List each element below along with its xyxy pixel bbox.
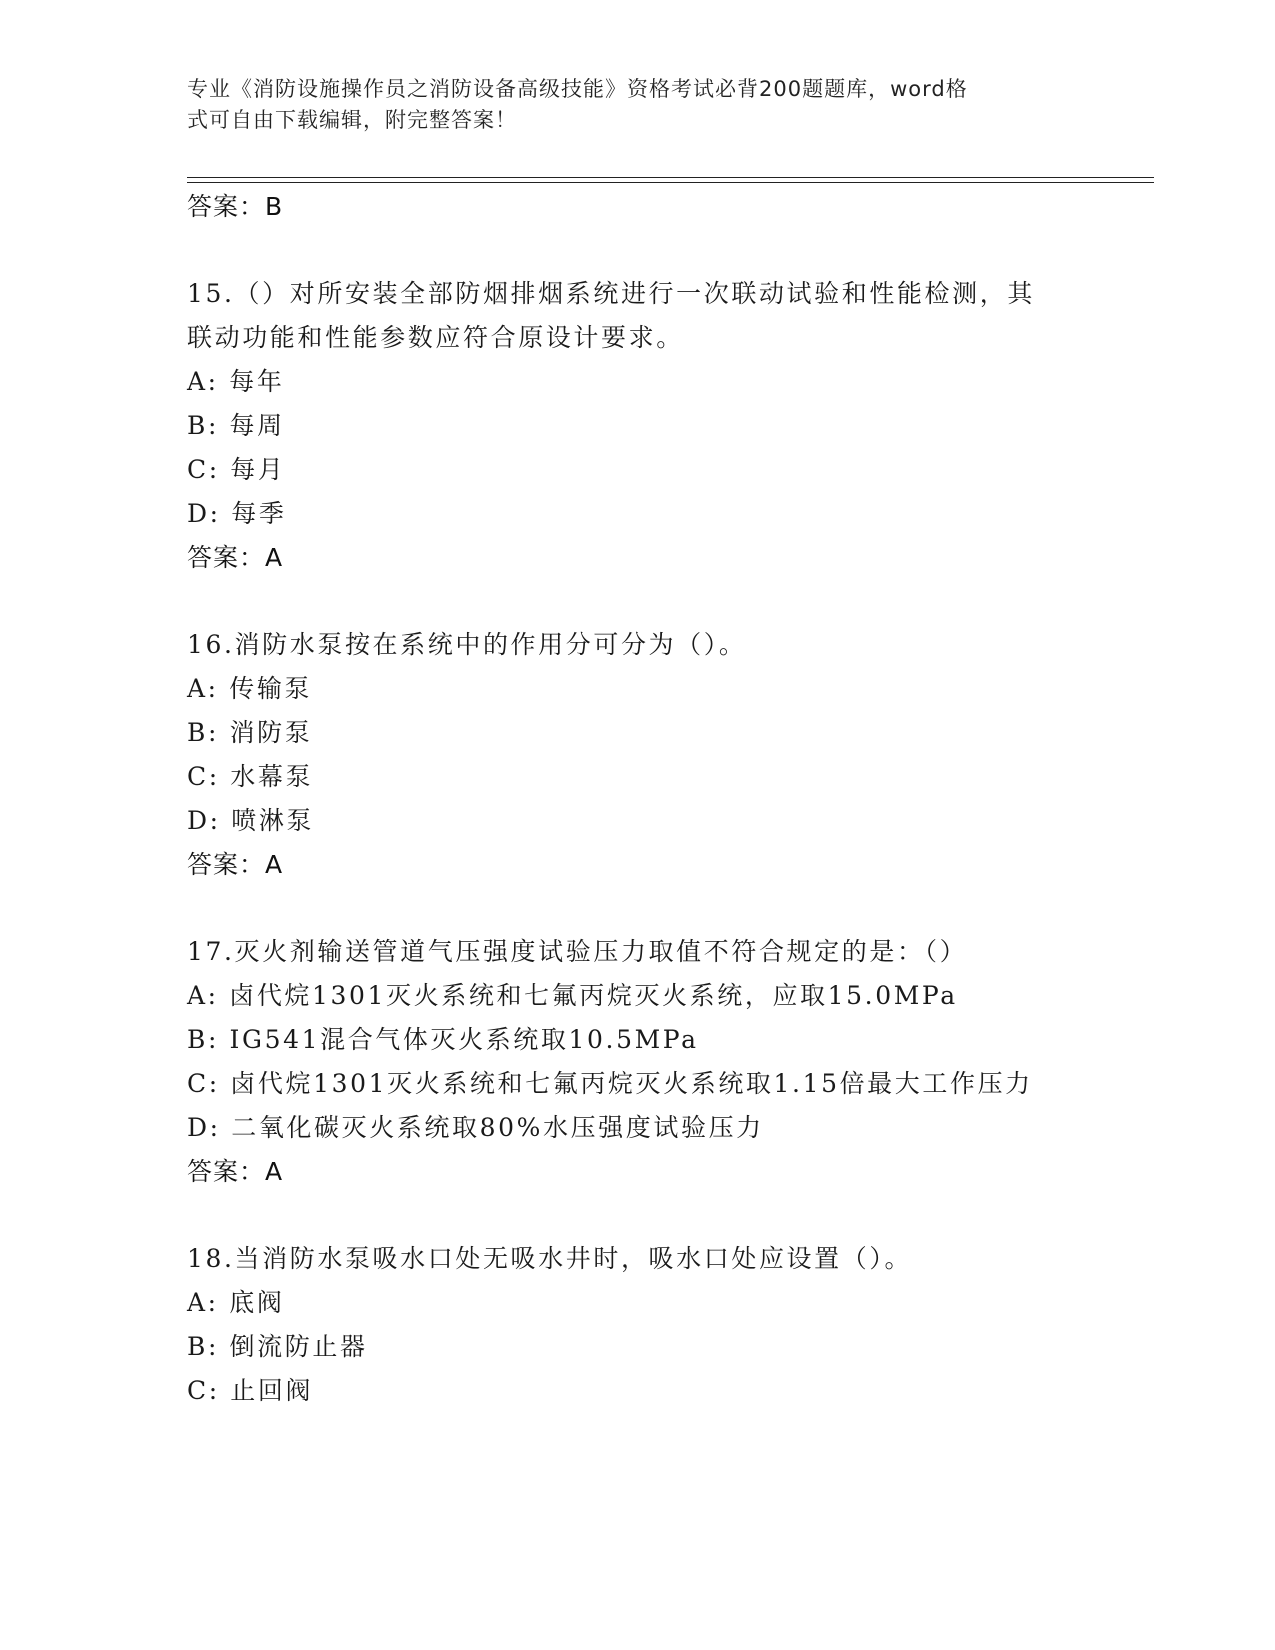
header-divider-top <box>187 177 1154 178</box>
q16-option-d: D: 喷淋泵 <box>187 806 315 835</box>
q15-answer: 答案：A <box>187 543 284 572</box>
q18-option-b: B: 倒流防止器 <box>187 1332 368 1361</box>
q15-option-c: C: 每月 <box>187 455 286 484</box>
q16-stem: 16.消防水泵按在系统中的作用分可分为（）。 <box>187 630 747 659</box>
q17-option-d: D: 二氧化碳灭火系统取80%水压强度试验压力 <box>187 1113 764 1142</box>
q15-option-a: A: 每年 <box>187 367 285 396</box>
q15-option-b: B: 每周 <box>187 411 285 440</box>
q18-option-a: A: 底阀 <box>187 1288 285 1317</box>
q16-option-c: C: 水幕泵 <box>187 762 314 791</box>
header-divider-bottom <box>187 182 1154 183</box>
q17-answer: 答案：A <box>187 1157 284 1186</box>
q17-option-a: A: 卤代烷1301灭火系统和七氟丙烷灭火系统，应取15.0MPa <box>187 981 958 1010</box>
q18-stem: 18.当消防水泵吸水口处无吸水井时，吸水口处应设置（）。 <box>187 1244 913 1273</box>
q15-option-d: D: 每季 <box>187 499 287 528</box>
q18-option-c: C: 止回阀 <box>187 1376 314 1405</box>
q17-option-c: C: 卤代烷1301灭火系统和七氟丙烷灭火系统取1.15倍最大工作压力 <box>187 1069 1033 1098</box>
q17-option-b: B: IG541混合气体灭火系统取10.5MPa <box>187 1025 699 1054</box>
header-line-2: 式可自由下载编辑，附完整答案！ <box>187 108 517 132</box>
q16-option-b: B: 消防泵 <box>187 718 313 747</box>
answer-prev: 答案：B <box>187 192 284 221</box>
q16-option-a: A: 传输泵 <box>187 674 313 703</box>
q15-stem-line-2: 联动功能和性能参数应符合原设计要求。 <box>187 323 684 352</box>
q15-stem-line-1: 15.（）对所安装全部防烟排烟系统进行一次联动试验和性能检测，其 <box>187 279 1035 308</box>
document-header <box>187 74 1067 136</box>
q16-answer: 答案：A <box>187 850 284 879</box>
q17-stem: 17.灭火剂输送管道气压强度试验压力取值不符合规定的是：（） <box>187 937 968 966</box>
header-line-1: 专业《消防设施操作员之消防设备高级技能》资格考试必背200题题库，word格 <box>187 77 968 101</box>
